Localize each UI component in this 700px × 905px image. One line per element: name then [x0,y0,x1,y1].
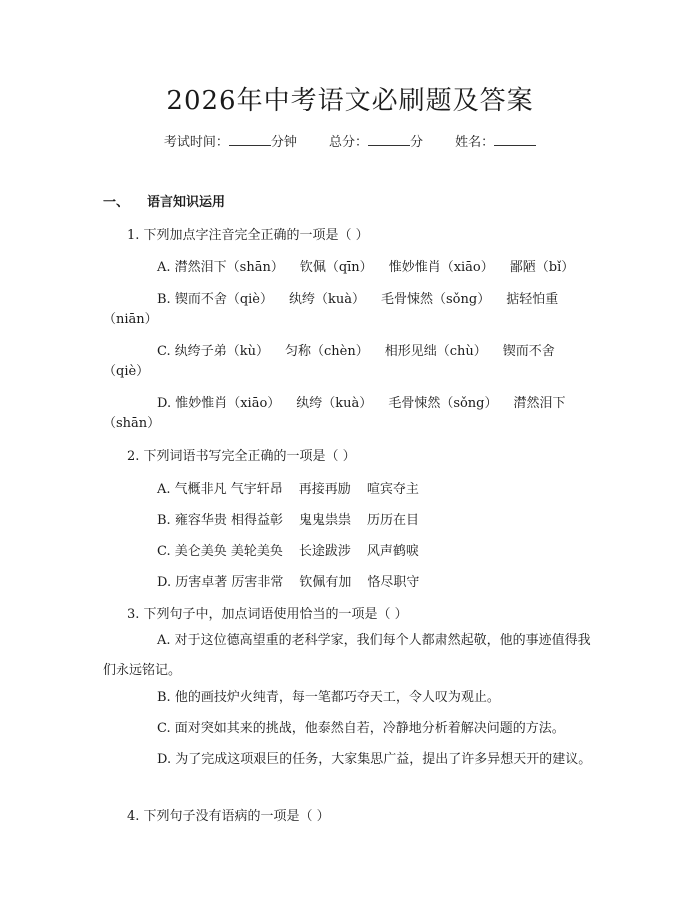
q1a-word-1: A. 潸然泪下（shān） [157,260,284,275]
q1-option-d-continued: （shān） [103,416,161,431]
q1-option-a [157,256,590,275]
q1d-word-1: D. 惟妙惟肖（xiāo） [157,396,281,411]
student-name [455,135,536,150]
q2a-word-3: 喧宾夺主 [366,482,419,497]
q3-option-b: B. 他的画技炉火纯青，每一笔都巧夺天工，令人叹为观止。 [157,690,500,705]
exam-meta [0,131,700,150]
section-heading [103,191,225,210]
score-label: 总分： [328,135,368,150]
q1-option-c-continued: （qiè） [103,364,150,379]
time-label: 考试时间： [163,135,229,150]
q1c-word-3: 相形见绌（chù） [384,344,487,359]
section-title: 语言知识运用 [147,195,226,210]
q1b-word-3: 毛骨悚然（sǒng） [381,292,491,307]
total-score [329,135,427,150]
q2c-word-2: 长途跋涉 [298,544,351,559]
question-3-stem: 3. 下列句子中，加点词语使用恰当的一项是（ ） [127,607,408,622]
q1c-word-1: C. 纨绔子弟（kù） [157,344,269,359]
q2c-word-3: 风声鹤唳 [366,544,419,559]
q2a-word-2: 再接再励 [298,482,351,497]
q2b-word-1: B. 雍容华贵 相得益彰 [157,513,283,528]
q2-option-a [157,478,435,497]
q2-option-b [157,509,435,528]
time-unit: 分钟 [270,135,297,150]
exam-time [164,135,301,150]
q3-option-a: A. 对于这位德高望重的老科学家，我们每个人都肃然起敬，他的事迹值得我们永远铭记。 [103,633,591,678]
score-blank [368,133,410,146]
time-blank [229,133,271,146]
score-unit: 分 [410,135,424,150]
q1d-word-4: 潸然泪下 [513,396,566,411]
q3-option-c: C. 面对突如其来的挑战，他泰然自若，冷静地分析着解决问题的方法。 [157,721,565,736]
q2b-word-2: 鬼鬼祟祟 [298,513,351,528]
q2-option-d [157,571,435,590]
name-blank [494,133,536,146]
q1-option-b-continued: （niān） [103,312,158,327]
question-1-stem: 1. 下列加点字注音完全正确的一项是（ ） [127,228,369,243]
q2c-word-1: C. 美仑美奂 美轮美奂 [157,544,283,559]
q1a-word-4: 鄙陋（bǐ） [509,260,575,275]
q1c-word-4: 锲而不舍 [502,344,555,359]
question-4-stem: 4. 下列句子没有语病的一项是（ ） [127,809,330,824]
q1b-word-1: B. 锲而不舍（qiè） [157,292,273,307]
q1d-word-3: 毛骨悚然（sǒng） [388,396,498,411]
q2d-word-1: D. 历害卓著 厉害非常 [157,575,284,590]
q1a-word-2: 钦佩（qīn） [299,260,373,275]
q1-option-d [157,392,582,411]
q1-option-b [157,288,574,307]
q1d-word-2: 纨绔（kuà） [296,396,373,411]
q2d-word-3: 恪尽职守 [367,575,420,590]
question-2-stem: 2. 下列词语书写完全正确的一项是（ ） [127,449,356,464]
q3-option-d: D. 为了完成这项艰巨的任务，大家集思广益，提出了许多异想天开的建议。 [157,752,592,767]
q2b-word-3: 历历在目 [366,513,419,528]
q1b-word-4: 掂轻怕重 [506,292,559,307]
q1b-word-2: 纨绔（kuà） [289,292,366,307]
q1a-word-3: 惟妙惟肖（xiāo） [388,260,494,275]
q2-option-c [157,540,435,559]
q2a-word-1: A. 气概非凡 气宇轩昂 [157,482,283,497]
q2d-word-2: 钦佩有加 [299,575,352,590]
q1-option-c [157,340,571,359]
name-label: 姓名： [455,135,495,150]
page-title: 2026年中考语文必刷题及答案 [166,86,534,116]
section-number: 一、 [103,195,130,210]
q1c-word-2: 匀称（chèn） [285,344,369,359]
